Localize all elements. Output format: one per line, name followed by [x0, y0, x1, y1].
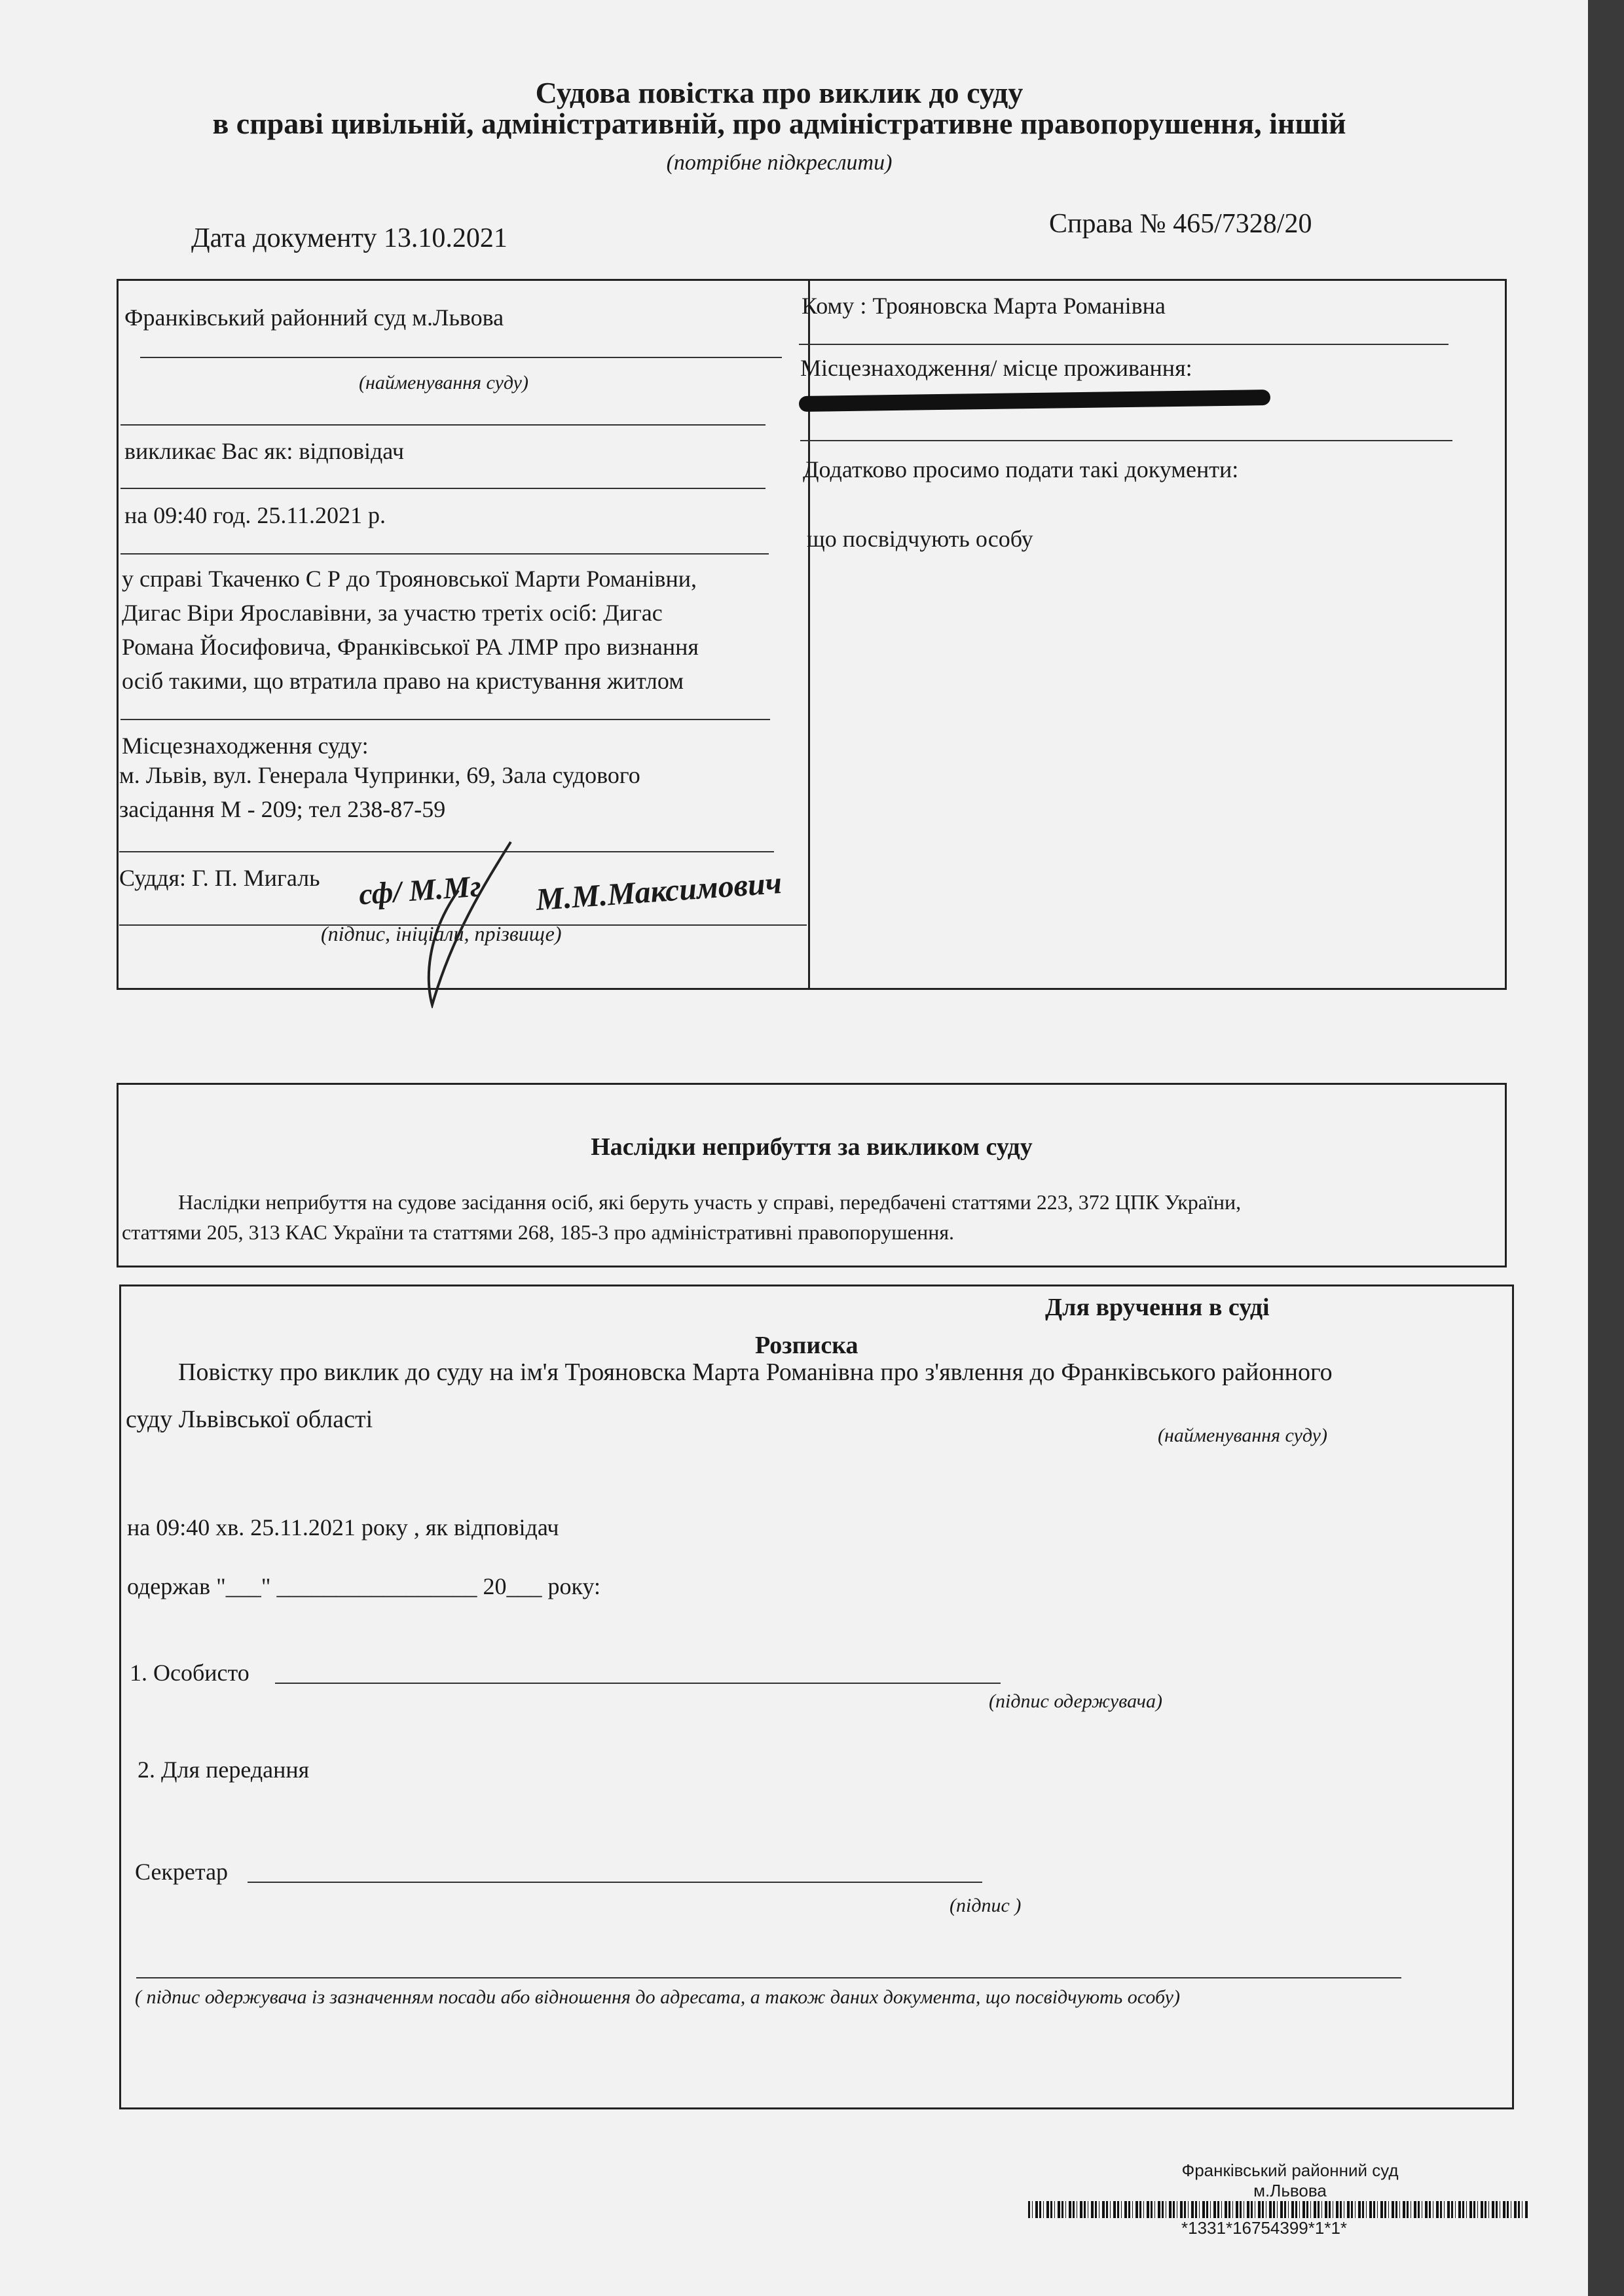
- extra-docs-label: Додатково просимо подати такі документи:: [803, 456, 1239, 483]
- secretary-label: Секретар: [135, 1859, 229, 1885]
- signature-initials: сф/ М.Мг: [358, 869, 483, 911]
- divider: [799, 344, 1449, 345]
- case-description: [122, 562, 699, 698]
- secretary-caption: (підпис ): [950, 1895, 1022, 1916]
- stamp-line: Франківський районний суд: [1181, 2160, 1399, 2180]
- court-name: Франківський районний суд м.Львова: [124, 304, 504, 331]
- location-line: м. Львів, вул. Генерала Чупринки, 69, Зала судового: [119, 762, 640, 788]
- barcode: [1028, 2201, 1529, 2218]
- signature: М.М.Максимович: [534, 865, 783, 918]
- consequences-line-2: статтями 205, 313 КАС України та статтями 268, 185-3 про адміністративні правопорушення.: [122, 1220, 955, 1244]
- divider: [800, 440, 1452, 441]
- consequences-line-1: Наслідки неприбуття на судове засідання осіб, які беруть участь у справі, передбачені статтями 223, 372 ЦПК України,: [178, 1190, 1242, 1214]
- recipient: Кому : Трояновска Марта Романівна: [802, 293, 1166, 319]
- receipt-line-2: суду Львівської області: [126, 1406, 373, 1433]
- for-court-delivery: Для вручення в суді: [1045, 1294, 1270, 1321]
- stamp-line: м.Львова: [1253, 2181, 1327, 2200]
- divider: [120, 488, 766, 489]
- location-line: засідання М - 209; тел 238-87-59: [119, 796, 446, 822]
- case-line: Романа Йосифовича, Франківської РА ЛМР про визнання: [122, 634, 699, 660]
- receipt-court-caption: (найменування суду): [1158, 1425, 1327, 1446]
- scan-edge: [1588, 0, 1624, 2296]
- consequences-heading: Наслідки неприбуття за викликом суду: [591, 1133, 1033, 1161]
- recipient-signature-line: [136, 1977, 1401, 1978]
- barcode-number: *1331*16754399*1*1*: [1181, 2218, 1348, 2238]
- case-number: Справа № 465/7328/20: [1049, 209, 1312, 239]
- receipt-datetime: на 09:40 хв. 25.11.2021 року , як відповідач: [127, 1514, 559, 1540]
- case-line: осіб такими, що втратила право на кристування житлом: [122, 668, 684, 694]
- residence-label: Місцезнаходження/ місце проживання:: [800, 355, 1192, 381]
- case-line: у справі Ткаченко С Р до Трояновської Марти Романівни,: [122, 566, 697, 592]
- personal-label: 1. Особисто: [130, 1660, 249, 1686]
- divider: [140, 357, 782, 358]
- receipt-line-1: Повістку про виклик до суду на ім'я Трояновска Марта Романівна про з'явлення до Франківського районного: [178, 1358, 1333, 1386]
- judge-name: Суддя: Г. П. Мигаль: [119, 865, 320, 891]
- divider: [120, 719, 770, 720]
- title-line-1: Судова повістка про виклик до суду: [535, 76, 1024, 109]
- received-date: одержав "___" _________________ 20___ року:: [127, 1573, 601, 1599]
- document-date: Дата документу 13.10.2021: [191, 223, 507, 253]
- receipt-heading: Розписка: [755, 1332, 858, 1359]
- personal-caption: (підпис одержувача): [989, 1690, 1162, 1712]
- signature-caption: (підпис, ініціали, прізвище): [321, 922, 562, 945]
- court-stamp: [1153, 2160, 1428, 2201]
- court-caption: (найменування суду): [359, 372, 528, 393]
- divider: [120, 553, 769, 555]
- transfer-label: 2. Для передання: [138, 1757, 310, 1783]
- secretary-signature-line: [248, 1882, 982, 1883]
- personal-signature-line: [275, 1683, 1001, 1684]
- divider: [120, 424, 766, 426]
- court-location: [119, 758, 640, 826]
- hearing-datetime: на 09:40 год. 25.11.2021 р.: [124, 502, 386, 528]
- summoned-as: викликає Вас як: відповідач: [124, 438, 404, 464]
- location-label: Місцезнаходження суду:: [122, 733, 369, 759]
- extra-docs-value: що посвідчують особу: [807, 526, 1033, 552]
- recipient-caption: ( підпис одержувача із зазначенням посади або відношення до адресата, а також даних документа, що посвідчують особу): [135, 1986, 1180, 2008]
- underline-note: (потрібне підкреслити): [666, 151, 893, 175]
- title-line-2: в справі цивільній, адміністративній, про адміністративне правопорушення, іншій: [212, 107, 1346, 140]
- case-line: Дигас Віри Ярославівни, за участю третіх осіб: Дигас: [122, 600, 663, 626]
- column-divider: [808, 280, 810, 989]
